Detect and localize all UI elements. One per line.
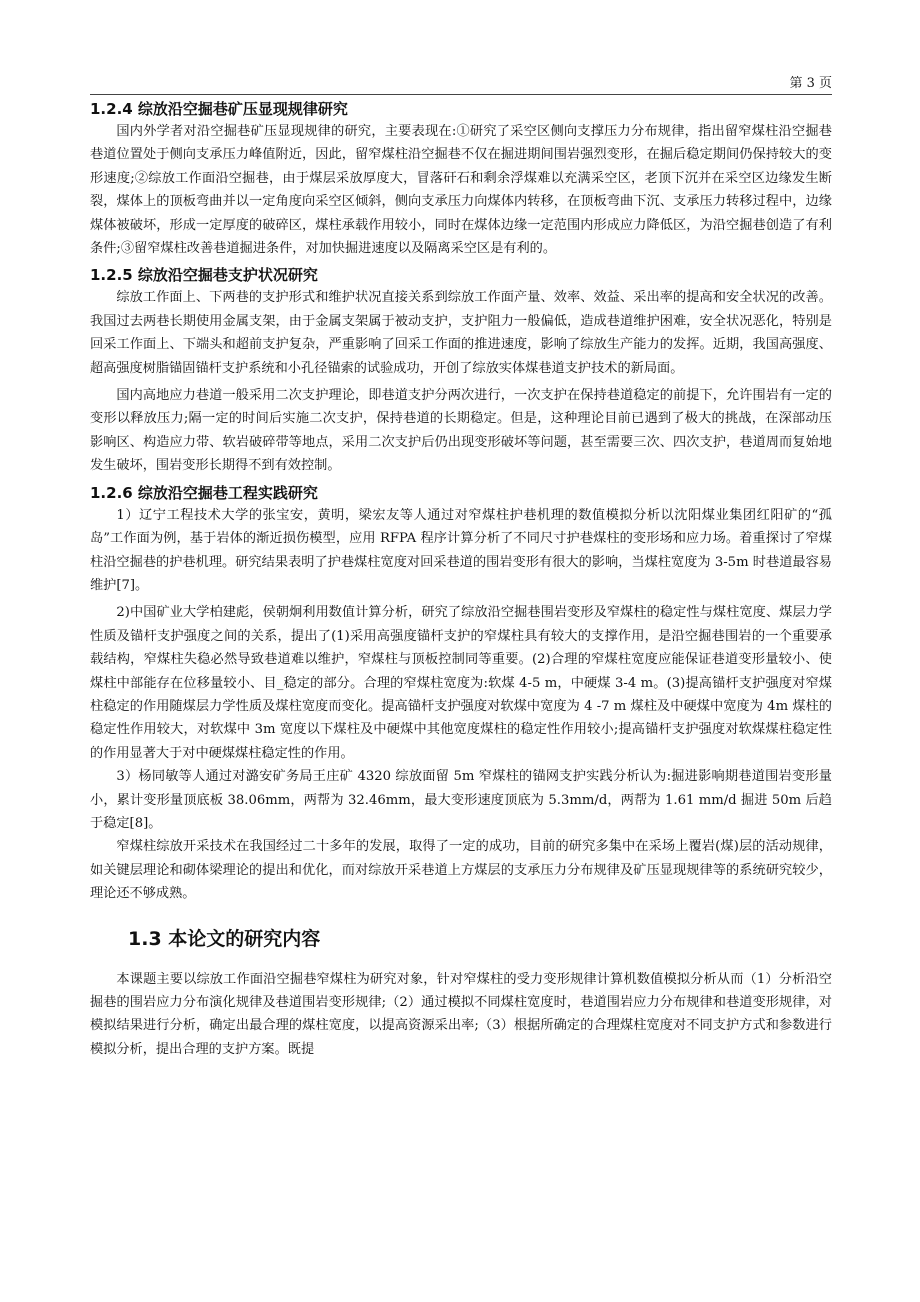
page-number: 第 3 页 bbox=[789, 76, 832, 91]
section-heading-1-2-6: 1.2.6 综放沿空掘巷工程实践研究 bbox=[90, 483, 318, 502]
paragraph: 窄煤柱综放开采技术在我国经过二十多年的发展，取得了一定的成功，目前的研究多集中在采场上覆岩(煤)层的活动规律，如关键层理论和砌体梁理论的提出和优化，而对综放开采巷道上方煤层的支承压力分布规律及矿压显现规律等的系统研究较少，理论还不够成熟。 bbox=[90, 839, 832, 902]
page-header bbox=[90, 70, 832, 95]
section-heading-1-2-5: 1.2.5 综放沿空掘巷支护状况研究 bbox=[90, 266, 318, 285]
section-heading-1-2-4: 1.2.4 综放沿空掘巷矿压显现规律研究 bbox=[90, 100, 348, 118]
paragraph: 国内高地应力巷道一般采用二次支护理论，即巷道支护分两次进行，一次支护在保持巷道稳定的前提下，允许围岩有一定的变形以释放压力;隔一定的时间后实施二次支护，保持巷道的长期稳定。但是，这种理论目前已遇到了极大的挑战，在深部动压影响区、构造应力带、软岩破碎带等地点，采用二次支护后仍出现变形破坏等问题，甚至需要三次、四次支护，巷道周而复始地发生破坏，围岩变形长期得不到有效控制。 bbox=[90, 388, 832, 474]
paragraph: 本课题主要以综放工作面沿空掘巷窄煤柱为研究对象，针对窄煤柱的受力变形规律计算机数值模拟分析从而（1）分析沿空掘巷的围岩应力分布演化规律及巷道围岩变形规律;（2）通过模拟不同煤柱宽度时，巷道围岩应力分布规律和巷道变形规律，对模拟结果进行分析，确定出最合理的煤柱宽度，以提高资源采出率;（3）根据所确定的合理煤柱宽度对不同支护方式和参数进行模拟分析，提出合理的支护方案。既提 bbox=[90, 971, 832, 1057]
section-heading-1-3: 1.3 本论文的研究内容 bbox=[128, 927, 321, 950]
paragraph: 综放工作面上、下两巷的支护形式和维护状况直接关系到综放工作面产量、效率、效益、采出率的提高和安全状况的改善。我国过去两巷长期使用金属支架，由于金属支架属于被动支护，支护阻力一般偏低，造成巷道维护困难，安全状况恶化，特别是回采工作面上、下端头和超前支护复杂，严重影响了回采工作面的推进速度，影响了综放生产能力的发挥。近期，我国高强度、超高强度树脂锚固锚杆支护系统和小孔径锚索的试验成功，开创了综放实体煤巷道支护技术的新局面。 bbox=[90, 290, 832, 376]
paragraph: 国内外学者对沿空掘巷矿压显现规律的研究，主要表现在:①研究了采空区侧向支撑压力分布规律，指出留窄煤柱沿空掘巷巷道位置处于侧向支承压力峰值附近，因此，留窄煤柱沿空掘巷不仅在掘进期间围岩强烈变形，在掘后稳定期间仍保持较大的变形速度;②综放工作面沿空掘巷，由于煤层采放厚度大，冒落矸石和剩余浮煤难以充满采空区，老顶下沉并在采空区边缘发生断裂，煤体上的顶板弯曲并以一定角度向采空区倾斜，侧向支承压力向煤体内转移，在顶板弯曲下沉、支承压力转移过程中，边缘煤体被破坏，形成一定厚度的破碎区，煤柱承载作用较小，同时在煤体边缘一定范围内形成应力降低区，为沿空掘巷创造了有利条件;③留窄煤柱改善巷道掘进条件，对加快掘进速度以及隔离采空区是有利的。 bbox=[90, 124, 832, 257]
document-body bbox=[90, 98, 832, 1061]
paragraph: 3）杨同敏等人通过对潞安矿务局王庄矿 4320 综放面留 5m 窄煤柱的锚网支护实践分析认为:掘进影响期巷道围岩变形量小，累计变形量顶底板 38.06mm，两帮为 32.46mm，最大变形速度顶底为 5.3mm/d，两帮为 1.61 mm/d 掘进 50m 后趋于稳定[8]。 bbox=[90, 769, 832, 831]
paragraph: 1）辽宁工程技术大学的张宝安，黄明，梁宏友等人通过对窄煤柱护巷机理的数值模拟分析以沈阳煤业集团红阳矿的“孤岛”工作面为例，基于岩体的渐近损伤模型，应用 RFPA 程序计算分析了不同尺寸护巷煤柱的变形场和应力场。着重探讨了窄煤柱沿空掘巷的护巷机理。研究结果表明了护巷煤柱宽度对回采巷道的围岩变形有很大的影响，当煤柱宽度为 3-5m 时巷道最容易维护[7]。 bbox=[90, 507, 832, 593]
paragraph: 2)中国矿业大学柏建彪，侯朝炯利用数值计算分析，研究了综放沿空掘巷围岩变形及窄煤柱的稳定性与煤柱宽度、煤层力学性质及锚杆支护强度之间的关系，提出了(1)采用高强度锚杆支护的窄煤柱具有较大的支撑作用，是沿空掘巷围岩的一个重要承载结构，窄煤柱失稳必然导致巷道难以维护，窄煤柱与顶板控制同等重要。(2)合理的窄煤柱宽度应能保证巷道变形量较小、使煤柱中部能存在位移量较小、目_稳定的部分。合理的窄煤柱宽度为:软煤 4-5 m，中硬煤 3-4 m。(3)提高锚杆支护强度对窄煤柱稳定的作用随煤层力学性质及煤柱宽度而变化。提高锚杆支护强度对软煤中宽度为 4 -7 m 煤柱及中硬煤中宽度为 4m 煤柱的稳定性作用较大，对软煤中 3m 宽度以下煤柱及中硬煤中其他宽度煤柱的稳定性作用较小;提高锚杆支护强度对软煤煤柱稳定性的作用显著大于对中硬煤煤柱稳定性的作用。 bbox=[90, 605, 832, 761]
